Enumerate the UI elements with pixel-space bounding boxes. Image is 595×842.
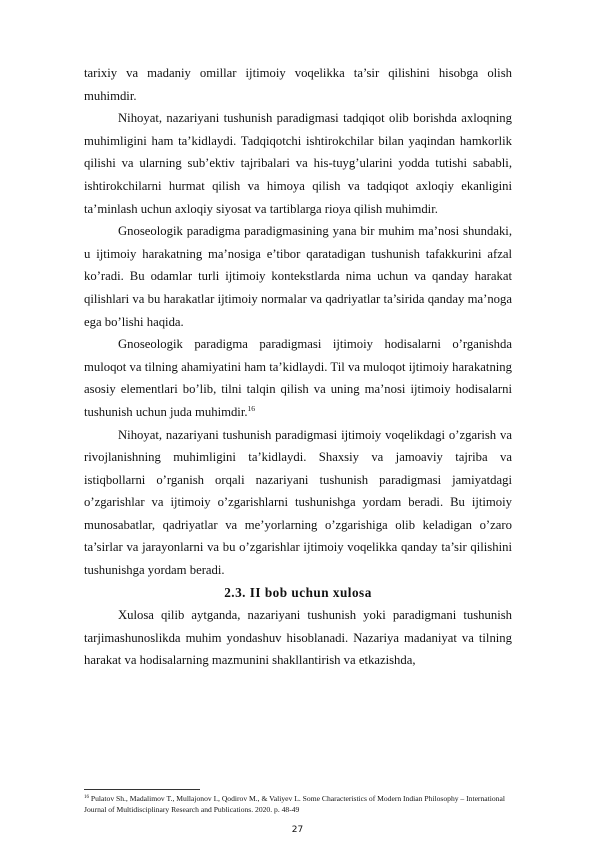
- section-heading: 2.3. II bob uchun xulosa: [224, 584, 372, 600]
- paragraph-social-action: Gnoseologik paradigma paradigmasining yana bir muhim ma’nosi shundaki, u ijtimoiy harakatning ma’nosiga e’tibor qaratadigan tushunish tafakkurini afzal ko’radi. Bu odamlar turli ijtimoiy kontekstlarda nima uchun va qanday harakat qilishlari va bu harakatlar ijtimoiy normalar va qadriyatlar ta’sirida qanday ma’noga ega bo’lishi haqida.: [84, 224, 512, 329]
- paragraph-continuation: tarixiy va madaniy omillar ijtimoiy voqelikka ta’sir qilishini hisobga olish muhimdir.: [84, 66, 512, 103]
- footnote: [84, 793, 524, 815]
- paragraph-language: [84, 333, 512, 423]
- paragraph-change: Nihoyat, nazariyani tushunish paradigmasi ijtimoiy voqelikdagi o’zgarish va rivojlanishning muhimligini ta’kidlaydi. Shaxsiy va jamoaviy tajriba va istiqbollarni o’rganish orqali nazariyani tushunish paradigmasi jamiyatdagi o’zgarishlar va ijtimoiy o’zgarishlarni tushunishga yordam beradi. Bu ijtimoiy munosabatlar, qadriyatlar va me’yorlarning o’zgarishiga olib keladigan o’zaro ta’sirlar va jarayonlarni va bu o’zgarishlar ijtimoiy voqelikka qanday ta’sir qilishini tushunishga yordam beradi.: [84, 427, 512, 578]
- paragraph-language-text: Gnoseologik paradigma paradigmasi ijtimoiy hodisalarni o’rganishda muloqot va tilning ahamiyatini ham ta’kidlaydi. Til va muloqot ijtimoiy harakatning asosiy elementlari bo’lib, tilni talqin qilish va uning ma’nosi ijtimoiy hodisalarni tushunish uchun juda muhimdir.: [84, 337, 512, 419]
- footnote-number: 16: [84, 795, 89, 800]
- paragraph-ethics: Nihoyat, nazariyani tushunish paradigmasi tadqiqot olib borishda axloqning muhimligini ham ta’kidlaydi. Tadqiqotchi ishtirokchilar bilan yaqindan hamkorlik qilishi va ularning sub’ektiv tajribalari va his-tuyg’ularini yodda tutishi sababli, ishtirokchilarni hurmat qilish va himoya qilish va tadqiqot axloqiy ekanligini ta’minlash uchun axloqiy siyosat va tartiblarga rioya qilish muhimdir.: [84, 111, 512, 216]
- footnote-text: Pulatov Sh., Madalimov T., Mullajonov I., Qodirov M., & Valiyev L. Some Characteristics of Modern Indian Philosophy – International Journal of Multidisciplinary Research and Publications. 2020. p. 48-49: [84, 794, 505, 814]
- paragraph-conclusion: Xulosa qilib aytganda, nazariyani tushunish yoki paradigmani tushunish tarjimashunoslikda muhim yondashuv hisoblanadi. Nazariya madaniyat va tilning harakat va hodisalarning mazmunini shakllantirish va etkazishda,: [84, 608, 512, 668]
- body-text: [84, 62, 512, 672]
- footnote-divider: [84, 789, 200, 790]
- footnote-reference[interactable]: 16: [247, 403, 256, 413]
- page-number: 27: [291, 825, 304, 835]
